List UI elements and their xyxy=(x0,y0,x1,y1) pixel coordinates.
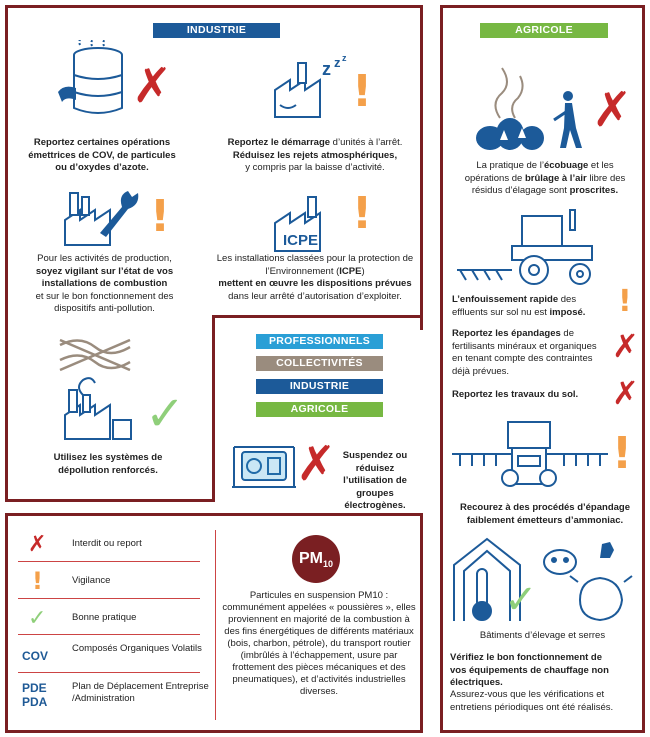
category-agricole: AGRICOLE xyxy=(256,402,383,417)
vigilance-icon: ! xyxy=(352,188,373,239)
agricole-item6-post: Assurez-vous que les vérifications et entretiens périodiques ont été réalisés. xyxy=(450,689,614,713)
pde-pda-abbr: PDE PDA xyxy=(22,681,48,709)
pm10-badge: $PM_{10}$ xyxy=(292,535,340,583)
icpe-factory-icon xyxy=(272,193,342,253)
legend-label: Interdit ou report xyxy=(72,538,142,549)
inner-corner-line xyxy=(212,315,423,318)
legend-label: Bonne pratique xyxy=(72,612,137,623)
category-collectivites: COLLECTIVITÉS xyxy=(256,356,383,371)
forbidden-icon: ✗ xyxy=(612,327,639,365)
agricole-title: AGRICOLE xyxy=(480,23,608,38)
legend-divider xyxy=(18,634,200,635)
legend-vertical-divider xyxy=(215,530,216,720)
good-practice-icon: ✓ xyxy=(28,606,47,631)
vigilance-icon: ! xyxy=(352,66,373,117)
vigilance-icon: ! xyxy=(612,428,633,479)
factory-wrench-icon xyxy=(60,185,140,250)
agricole-item6-bold: Vérifiez le bon fonctionnement de vos équipements de chauffage non électriques. xyxy=(450,652,609,688)
legend-label: Vigilance xyxy=(72,575,111,586)
agricole-item2-text: L’enfouissement rapide des effluents sur sol nu est imposé. xyxy=(452,294,586,318)
category-industrie: INDUSTRIE xyxy=(256,379,383,394)
sleeping-factory-icon xyxy=(270,55,350,120)
industrie-item1-text: Reportez certaines opérations émettrices de COV, de particules ou d’oxydes d’azote. xyxy=(28,137,176,173)
vigilance-icon: ! xyxy=(618,284,632,319)
good-practice-icon: ✓ xyxy=(504,577,538,623)
legend-row-vigilance xyxy=(22,567,202,595)
legend-divider xyxy=(18,598,200,599)
livestock-icon xyxy=(540,540,640,622)
depollution-factory-icon xyxy=(55,335,140,443)
pm10-description: Particules en suspension PM10 : communément appelées « poussières », elles proviennent en majorité de la combustion à des fins énergétiques de différents matériaux (bois, charbon, pétrole), du transport routier (imbrûlés à l’échappement, usure par frottement des pièces mécaniques et des pneumatiques), et d’activités industrielles diverses. xyxy=(222,590,416,697)
forbidden-icon: ✗ xyxy=(28,532,47,557)
industrie-title: INDUSTRIE xyxy=(153,23,280,38)
agricole-item3-text: Reportez les épandages de fertilisants minéraux et organiques en tenant compte des contraintes déjà prévues. xyxy=(452,328,597,377)
legend-divider xyxy=(18,561,200,562)
tractor-icon xyxy=(452,208,602,286)
legend-row-cov xyxy=(22,643,202,669)
cov-abbr: COV xyxy=(22,649,49,663)
industrie-item5-text: Utilisez les systèmes de dépollution renforcés. xyxy=(53,452,163,476)
forbidden-icon: ✗ xyxy=(592,82,633,138)
vigilance-icon: ! xyxy=(150,191,171,242)
forbidden-icon: ✗ xyxy=(296,436,337,492)
legend-label: Composés Organiques Volatils xyxy=(72,643,202,654)
vigilance-icon: ! xyxy=(32,567,43,595)
agricole-item4-text: Reportez les travaux du sol. xyxy=(452,389,579,400)
legend-row-good-practice xyxy=(22,606,202,631)
agricole-item1-text: La pratique de l’écobuage et les opérations de brûlage à l’air libre des résidus d’élagage sont proscrites. xyxy=(464,160,626,196)
legend-row-pde xyxy=(22,681,209,711)
legend-row-forbidden xyxy=(22,532,202,557)
industrie-item2-text: Reportez le démarrage d’unités à l’arrêt. Réduisez les rejets atmosphériques, y compris par la baisse d’activité. xyxy=(227,137,403,173)
industrie-item6-text: Suspendez ou réduisez l’utilisation de groupes électrogènes. xyxy=(342,450,408,511)
agricole-item6-title: Bâtiments d’élevage et serres xyxy=(479,630,606,641)
industrie-item4-text: Les installations classées pour la protection de l’Environnement (ICPE) mettent en œuvre les dispositions prévues dans leur arrêté d’autorisation d’exploiter. xyxy=(216,253,414,302)
category-professionnels: PROFESSIONNELS xyxy=(256,334,383,349)
svg-text:z: z xyxy=(342,55,347,63)
legend-label: Plan de Déplacement Entreprise /Administration xyxy=(72,681,209,704)
burning-bushes-icon xyxy=(470,58,590,153)
generator-icon xyxy=(228,432,300,497)
sprayer-icon xyxy=(450,418,610,490)
barrel-icon xyxy=(50,40,130,118)
forbidden-icon: ✗ xyxy=(132,58,173,114)
good-practice-icon: ✓ xyxy=(145,386,186,442)
legend-divider xyxy=(18,672,200,673)
industrie-item3-text: Pour les activités de production, soyez vigilant sur l’état de vos installations de combustion et sur le bon fonctionnement des dispositifs anti-pollution. xyxy=(35,253,174,314)
svg-text:z: z xyxy=(334,55,341,70)
icpe-label: ICPE xyxy=(283,232,319,249)
agricole-item5-text: Recourez à des procédés d’épandage faiblement émetteurs d’ammoniac. xyxy=(459,502,630,526)
svg-text:z: z xyxy=(322,59,331,79)
forbidden-icon: ✗ xyxy=(612,374,639,412)
